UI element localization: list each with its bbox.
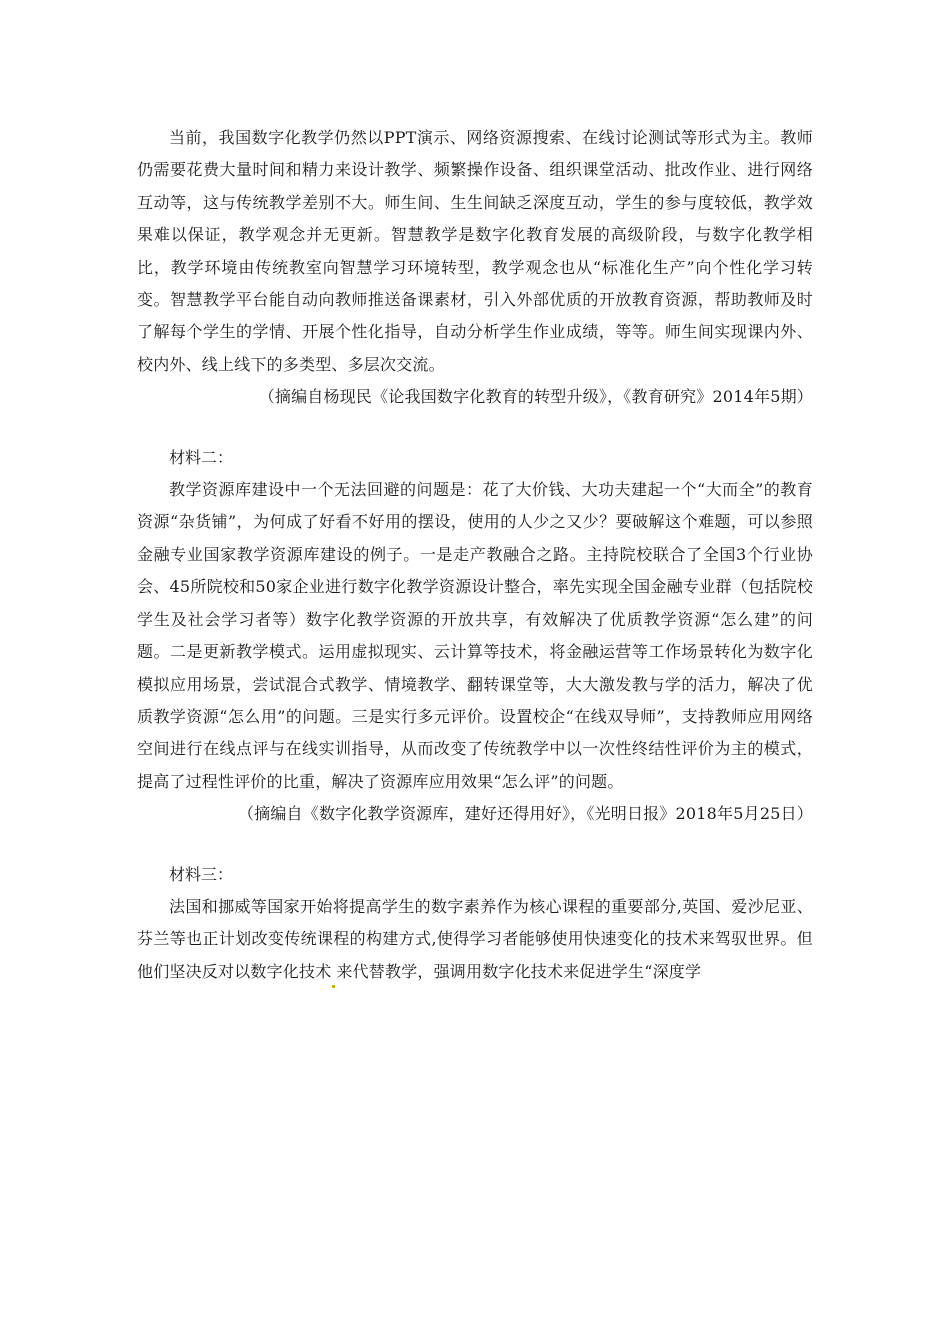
material-three-body-part2: 来代替教学，强调用数字化技术来促进学生“深度学 bbox=[336, 961, 702, 981]
material-two-heading: 材料二： bbox=[169, 447, 234, 467]
material-two-body: 教学资源库建设中一个无法回避的问题是：花了大价钱、大功夫建起一个“大而全”的教育资源“杂货铺”，为何成了好看不好用的摆设，使用的人少之又少？要破解这个难题，可以参照金融专业国家教学资源库建设的例子。一是走产教融合之路。主持院校联合了全国3个行业协会、45所院校和50家企业进行数字化教学资源设计整合，率先实现全国金融专业群（包括院校学生及社会学习者等）数字化教学资源的开放共享，有效解决了优质教学资源“怎么建”的问题。二是更新教学模式。运用虚拟现实、云计算等技术，将金融运营等工作场景转化为数字化模拟应用场景，尝试混合式教学、情境教学、翻转课堂等，大大激发教与学的活力，解决了优质教学资源“怎么用”的问题。三是实行多元评价。设置校企“在线双导师”，支持教师应用网络空间进行在线点评与在线实训指导，从而改变了传统教学中以一次性终结性评价为主的模式，提高了过程性评价的比重，解决了资源库应用效果“怎么评”的问题。 bbox=[137, 480, 813, 791]
material-one-body: 当前，我国数字化教学仍然以PPT演示、网络资源搜索、在线讨论测试等形式为主。教师仍需要花费大量时间和精力来设计教学、频繁操作设备、组织课堂活动、批改作业、进行网络互动等，这与传统教学差别不大。师生间、生生间缺乏深度互动，学生的参与度较低，教学效果难以保证，教学观念并无更新。智慧教学是数字化教育发展的高级阶段，与数字化教学相比，教学环境由传统教室向智慧学习环境转型，教学观念也从“标准化生产”向个性化学习转变。智慧教学平台能自动向教师推送备课素材，引入外部优质的开放教育资源，帮助教师及时了解每个学生的学情、开展个性化指导，自动分析学生作业成绩，等等。师生间实现课内外、校内外、线上线下的多类型、多层次交流。 bbox=[137, 128, 813, 374]
stray-mark bbox=[332, 985, 335, 988]
material-two-source: （摘编自《数字化教学资源库，建好还得用好》，《光明日报》2018年5月25日） bbox=[237, 804, 813, 824]
section-gap bbox=[137, 414, 813, 442]
section-gap bbox=[137, 831, 813, 859]
document-page bbox=[137, 122, 813, 988]
material-three-heading: 材料三： bbox=[169, 864, 234, 884]
material-three-body bbox=[137, 891, 813, 988]
material-three-body-part1: 法国和挪威等国家开始将提高学生的数字素养作为核心课程的重要部分,英国、爱沙尼亚、芬兰等也正计划改变传统课程的构建方式,使得学习者能够使用快速变化的技术来驾驭世界。但他们坚决反对以数字化技术 bbox=[137, 896, 813, 981]
material-one-source: （摘编自杨现民《论我国数字化教育的转型升级》，《教育研究》2014年5期） bbox=[258, 387, 813, 407]
